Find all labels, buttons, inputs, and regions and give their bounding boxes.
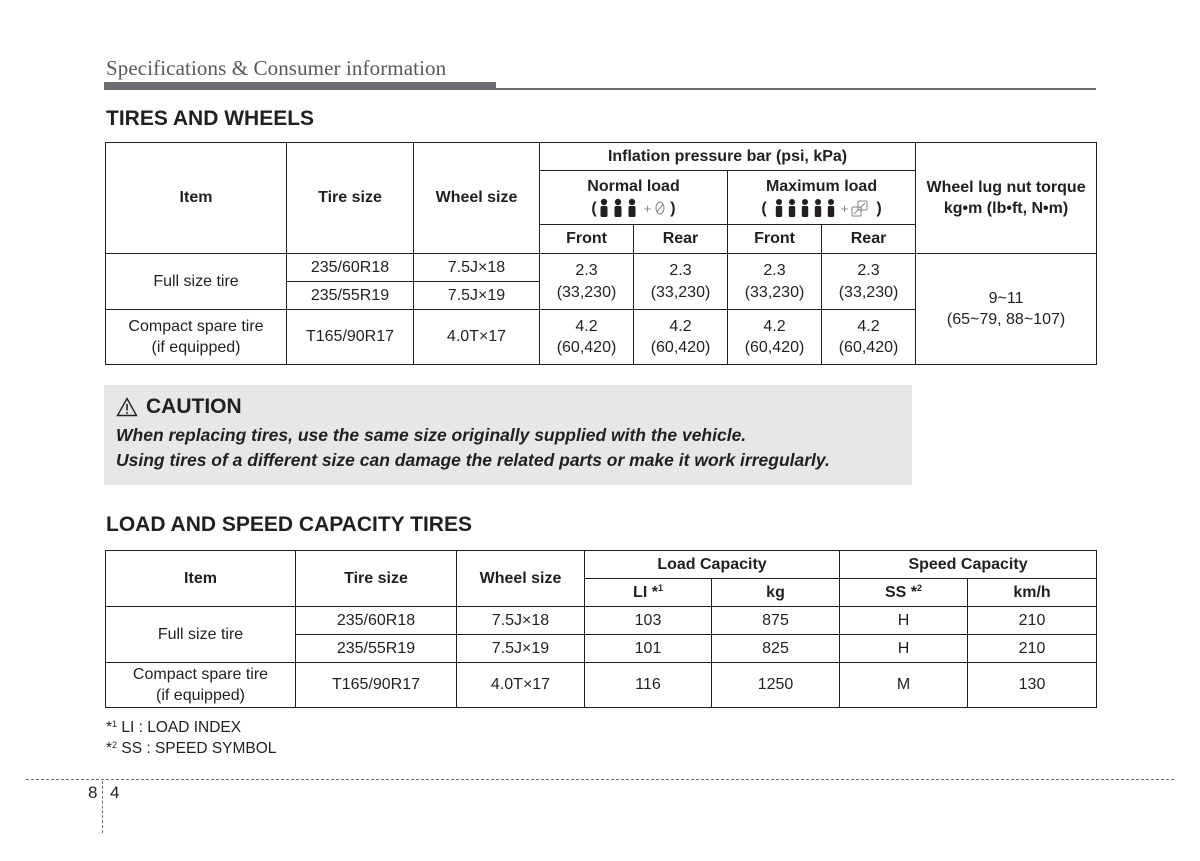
ss-footnote-mark: 2 <box>917 582 923 593</box>
col-header-wheel-size: Wheel size <box>414 143 540 254</box>
footnote-number: 2 <box>112 740 118 750</box>
cell-kg: 875 <box>712 607 840 635</box>
pressure-psi-kpa: (60,420) <box>556 339 617 356</box>
footer-dashed-rule <box>26 779 1174 780</box>
cell-tire-size: 235/60R18 <box>287 254 414 282</box>
torque-header-line1: Wheel lug nut torque <box>926 178 1086 196</box>
li-label: LI * <box>633 583 658 601</box>
col-header-load-capacity: Load Capacity <box>585 551 840 579</box>
cell-kg: 825 <box>712 635 840 663</box>
cell-pressure-max-rear <box>822 254 916 310</box>
caution-line-1: When replacing tires, use the same size originally supplied with the vehicle. <box>116 425 747 445</box>
col-header-inflation: Inflation pressure bar (psi, kPa) <box>540 143 916 171</box>
cell-lug-nut-torque <box>916 254 1097 365</box>
item-line1: Compact spare tire <box>128 317 264 335</box>
cell-pressure-max-rear <box>822 310 916 365</box>
item-line2: (if equipped) <box>156 687 245 704</box>
pressure-bar: 2.3 <box>763 262 786 280</box>
col-header-wheel-size: Wheel size <box>457 551 585 607</box>
cell-ss: H <box>840 607 968 635</box>
warning-triangle-icon <box>116 397 138 417</box>
header-rule-thin <box>104 88 1096 90</box>
cell-pressure-max-front <box>728 254 822 310</box>
cell-pressure-normal-rear <box>634 254 728 310</box>
footnote-mark: * <box>106 719 113 736</box>
pressure-bar: 4.2 <box>575 317 598 335</box>
col-header-maximum-load <box>728 171 916 225</box>
row-item-full-size: Full size tire <box>106 607 296 663</box>
cell-wheel-size: 7.5J×18 <box>457 607 585 635</box>
cell-wheel-size: 4.0T×17 <box>457 663 585 708</box>
cell-wheel-size: 7.5J×19 <box>457 635 585 663</box>
cell-pressure-normal-front <box>540 254 634 310</box>
running-header: Specifications & Consumer information <box>106 56 447 80</box>
luggage-small-icon <box>654 200 666 216</box>
caution-box <box>104 385 912 485</box>
li-footnote-mark: 1 <box>657 582 663 593</box>
cell-ss: H <box>840 635 968 663</box>
col-header-item: Item <box>106 551 296 607</box>
paren-open: ( <box>761 199 767 217</box>
cell-pressure-normal-front <box>540 310 634 365</box>
row-item-compact-spare <box>106 310 287 365</box>
pressure-psi-kpa: (33,230) <box>556 283 617 301</box>
item-line2: (if equipped) <box>151 339 241 356</box>
cell-tire-size: 235/55R19 <box>296 635 457 663</box>
load-speed-table <box>105 550 1097 708</box>
pressure-psi-kpa: (60,420) <box>744 339 805 356</box>
col-header-kmh: km/h <box>968 579 1097 607</box>
footnote-text: SS : SPEED SYMBOL <box>117 740 277 757</box>
cell-tire-size: 235/60R18 <box>296 607 457 635</box>
section-title-tires-wheels: TIRES AND WHEELS <box>106 107 315 130</box>
row-item-compact-spare <box>106 663 296 708</box>
footnote-li <box>106 719 241 737</box>
cell-kmh: 210 <box>968 635 1097 663</box>
cell-wheel-size: 7.5J×18 <box>414 254 540 282</box>
cell-pressure-normal-rear <box>634 310 728 365</box>
pressure-bar: 4.2 <box>763 317 786 335</box>
passengers-3-icon <box>597 198 641 218</box>
footnote-ss <box>106 740 276 758</box>
col-header-kg: kg <box>712 579 840 607</box>
cell-wheel-size: 4.0T×17 <box>414 310 540 365</box>
torque-value: 9~11 <box>988 289 1024 307</box>
cell-li: 101 <box>585 635 712 663</box>
footnote-number: 1 <box>112 719 118 729</box>
col-header-ss <box>840 579 968 607</box>
torque-header-line2: kg•m (lb•ft, N•m) <box>943 200 1069 217</box>
page-number: 4 <box>110 783 120 802</box>
col-header-tire-size: Tire size <box>296 551 457 607</box>
col-header-normal-rear: Rear <box>634 225 728 254</box>
paren-open: ( <box>591 199 597 217</box>
maximum-load-pictogram <box>761 198 881 219</box>
cell-kmh: 130 <box>968 663 1097 708</box>
plus-sign: + <box>840 200 849 216</box>
pressure-bar: 4.2 <box>857 317 880 335</box>
plus-sign: + <box>643 200 652 216</box>
pressure-psi-kpa: (33,230) <box>650 283 711 301</box>
luggage-large-icon <box>850 198 870 218</box>
pressure-bar: 4.2 <box>669 317 692 335</box>
pressure-psi-kpa: (33,230) <box>744 283 805 301</box>
col-header-torque <box>916 143 1097 254</box>
col-header-normal-load <box>540 171 728 225</box>
torque-units: (65~79, 88~107) <box>946 311 1066 328</box>
col-header-normal-front: Front <box>540 225 634 254</box>
pressure-psi-kpa: (60,420) <box>838 339 899 356</box>
cell-tire-size: 235/55R19 <box>287 282 414 310</box>
cell-tire-size: T165/90R17 <box>296 663 457 708</box>
paren-close: ) <box>876 199 882 217</box>
cell-tire-size: T165/90R17 <box>287 310 414 365</box>
cell-li: 116 <box>585 663 712 708</box>
footnote-text: LI : LOAD INDEX <box>117 719 242 736</box>
col-header-item: Item <box>106 143 287 254</box>
col-header-max-front: Front <box>728 225 822 254</box>
pressure-bar: 2.3 <box>669 262 692 280</box>
passengers-5-icon <box>773 198 839 218</box>
cell-kg: 1250 <box>712 663 840 708</box>
col-header-li <box>585 579 712 607</box>
normal-load-label: Normal load <box>587 178 680 196</box>
footer-dashed-divider <box>102 781 103 833</box>
item-line1: Compact spare tire <box>132 665 269 683</box>
col-header-speed-capacity: Speed Capacity <box>840 551 1097 579</box>
caution-heading <box>116 395 242 419</box>
normal-load-pictogram <box>591 198 675 219</box>
col-header-tire-size: Tire size <box>287 143 414 254</box>
maximum-load-label: Maximum load <box>765 178 878 196</box>
paren-close: ) <box>670 199 676 217</box>
pressure-bar: 2.3 <box>575 262 598 280</box>
cell-pressure-max-front <box>728 310 822 365</box>
cell-wheel-size: 7.5J×19 <box>414 282 540 310</box>
cell-ss: M <box>840 663 968 708</box>
row-item-full-size: Full size tire <box>106 254 287 310</box>
tires-wheels-table <box>105 142 1097 365</box>
page-chapter: 8 <box>88 783 98 802</box>
section-title-load-speed: LOAD AND SPEED CAPACITY TIRES <box>106 513 472 536</box>
ss-label: SS * <box>885 583 918 601</box>
pressure-psi-kpa: (60,420) <box>650 339 711 356</box>
cell-li: 103 <box>585 607 712 635</box>
col-header-max-rear: Rear <box>822 225 916 254</box>
pressure-psi-kpa: (33,230) <box>838 283 899 301</box>
cell-kmh: 210 <box>968 607 1097 635</box>
footnote-mark: * <box>106 740 113 757</box>
pressure-bar: 2.3 <box>857 262 880 280</box>
caution-title: CAUTION <box>146 395 242 418</box>
caution-line-2: Using tires of a different size can damage the related parts or make it work irregularly. <box>116 450 830 470</box>
